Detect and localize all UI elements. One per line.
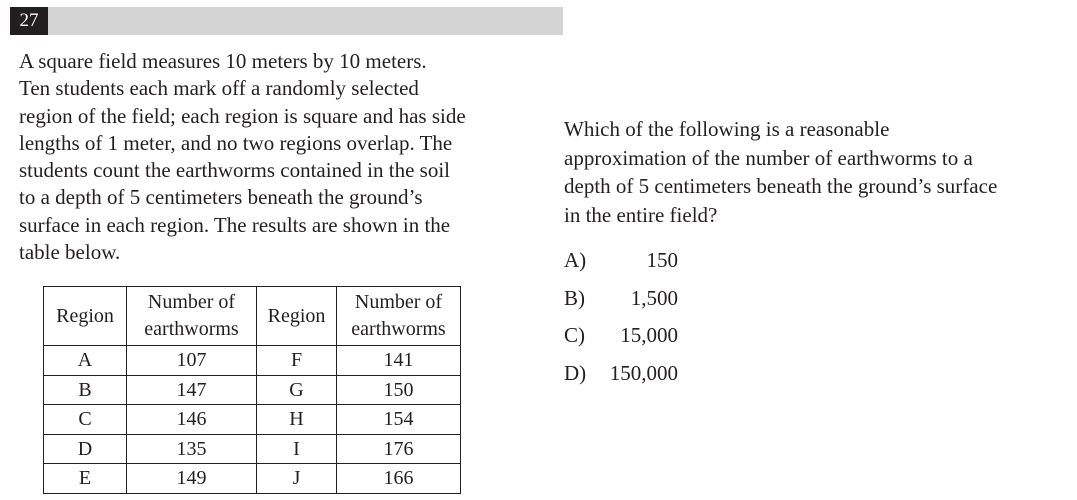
count-cell: 135 [127,434,257,464]
question-text: Which of the following is a reasonable approximation of the number of earthworms to a depth of 5 centimeters beneath the ground’s surface in the entire field? [564,117,998,227]
choice-a[interactable] [564,244,764,282]
passage-text: A square field measures 10 meters by 10 meters. Ten students each mark off a randomly selected region of the field; each region is square and has side lengths of 1 meter, and no two regions overlap. The students count the earthworms contained in the soil to a depth of 5 centimeters beneath the ground’s surface in each region. The results are shown in the table below. [19,49,466,265]
table-header-row [44,287,461,346]
region-cell: H [257,405,337,435]
count-cell: 147 [127,375,257,405]
count-cell: 150 [337,375,461,405]
column-header: Number of earthworms [337,287,461,346]
count-cell: 176 [337,434,461,464]
region-cell: A [44,346,127,376]
question-number: 27 [10,7,48,35]
choice-value: 150 [646,248,678,272]
choice-value: 150,000 [609,360,678,385]
region-cell: F [257,346,337,376]
region-cell: I [257,434,337,464]
answer-choices [564,244,764,394]
choice-c[interactable] [564,319,764,357]
region-cell: G [257,375,337,405]
region-cell: C [44,405,127,435]
count-cell: 146 [127,405,257,435]
choice-letter: C) [564,323,585,347]
choice-letter: B) [564,285,585,310]
table-row [44,375,461,405]
count-cell: 141 [337,346,461,376]
table-row [44,434,461,464]
column-header: Region [257,287,337,346]
choice-d[interactable] [564,357,764,395]
choice-b[interactable] [564,282,764,320]
count-cell: 166 [337,464,461,494]
choice-letter: D) [564,360,587,385]
count-cell: 107 [127,346,257,376]
earthworm-table [43,286,461,494]
column-header: Region [44,287,127,346]
table-row [44,405,461,435]
table-row [44,464,461,494]
choice-value: 15,000 [620,323,678,347]
count-cell: 149 [127,464,257,494]
question-header-bar [10,7,563,35]
region-cell: B [44,375,127,405]
column-header: Number of earthworms [127,287,257,346]
choice-letter: A) [564,248,587,272]
count-cell: 154 [337,405,461,435]
region-cell: J [257,464,337,494]
region-cell: E [44,464,127,494]
table-row [44,346,461,376]
choice-value: 1,500 [630,285,678,310]
region-cell: D [44,434,127,464]
